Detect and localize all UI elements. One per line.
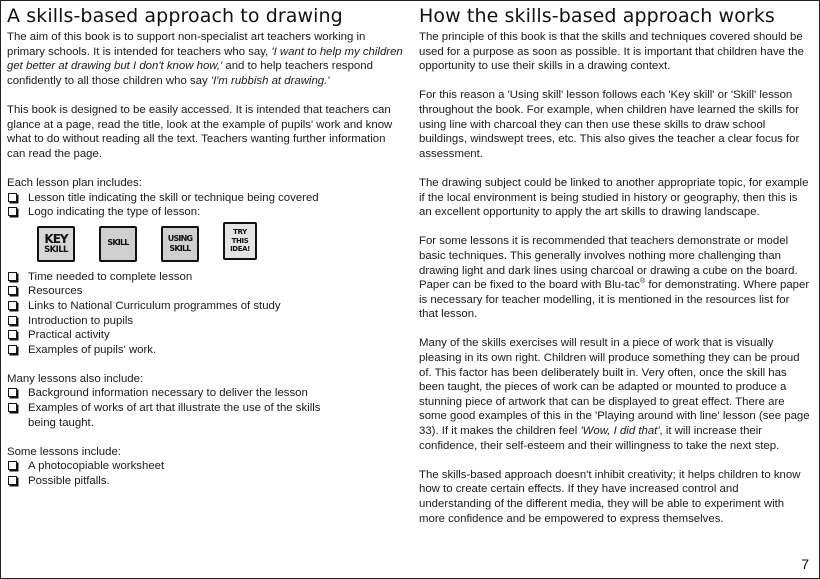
- intro-paragraph: The aim of this book is to support non-specialist art teachers working in primary schools. It is intended for teachers who say, 'I want to help my children get better at drawing but I don't know how,' and to help teachers respond confidently to all those children who say 'I'm rubbish at drawing.': [7, 31, 403, 87]
- right-column: [419, 5, 811, 541]
- list-item: Examples of works of art that illustrate the use of the skills being taught.: [7, 401, 405, 430]
- demonstrate-paragraph: For some lessons it is recommended that teachers demonstrate or model basic techniques. This generally involves nothing more challenging than drawing light and dark lines using charcoal or drawing a cube on the board. Paper can be fixed to the board with Blu-tac® for demonstrating. Where paper is necessary for teacher modelling, it is mentioned in the resources list for that lesson.: [419, 235, 810, 321]
- list-item: Background information necessary to deliver the lesson: [7, 386, 405, 401]
- registered-mark: ®: [639, 278, 646, 286]
- right-heading: How the skills-based approach works: [419, 5, 775, 27]
- checkbox-bullet-icon: [8, 403, 17, 412]
- visual-work-paragraph: Many of the skills exercises will result in a piece of work that is visually pleasing in its own right. Children will produce something they can be proud of. This factor has been deliberately built in. Very often, once the skill has been taught, the pieces of work can be adapted or mounted to produce a stunning piece of artwork that can be displayed to great effect. There are some good examples of this in the 'Playing around with line' lesson (see page 33). If it makes the children feel 'Wow, I did that', it will increase their confidence, their self-esteem and their willingness to take the next step.: [419, 337, 810, 452]
- checkbox-bullet-icon: [8, 286, 17, 295]
- lesson-plan-heading: Each lesson plan includes:: [7, 176, 142, 189]
- lesson-type-logos: [37, 226, 405, 264]
- checkbox-bullet-icon: [8, 476, 17, 485]
- some-lessons-heading: Some lessons include:: [7, 445, 121, 458]
- list-item: A photocopiable worksheet: [7, 459, 405, 474]
- list-item: Possible pitfalls.: [7, 474, 405, 489]
- key-skill-logo: KEY SKILL: [37, 226, 75, 262]
- checkbox-bullet-icon: [8, 388, 17, 397]
- wow-quote: 'Wow, I did that': [580, 425, 660, 438]
- list-item: Practical activity: [7, 328, 405, 343]
- checkbox-bullet-icon: [8, 330, 17, 339]
- lesson-plan-list-a: [7, 191, 405, 220]
- creativity-paragraph: The skills-based approach doesn't inhibit creativity; it helps children to know how to create certain effects. If they have increased control and understanding of the different media, they will be able to experiment with more confidence and be empowered to express themselves.: [419, 468, 801, 525]
- using-skill-paragraph: For this reason a 'Using skill' lesson follows each 'Key skill' or 'Skill' lesson throughout the book. For example, when children have learned the skills for using line with charcoal they can then use these skills to draw school buildings, windswept trees, etc. This also gives the teacher a clear focus for assessment.: [419, 89, 800, 160]
- many-lessons-heading: Many lessons also include:: [7, 372, 144, 385]
- many-lessons-list: [7, 386, 405, 430]
- left-heading: A skills-based approach to drawing: [7, 5, 343, 27]
- checkbox-bullet-icon: [8, 301, 17, 310]
- using-skill-logo: USING SKILL: [161, 226, 199, 262]
- topic-link-paragraph: The drawing subject could be linked to another appropriate topic, for example if the local environment is being studied in history or geography, then this is an excellent opportunity to apply the art skills to drawing landscape.: [419, 176, 809, 219]
- lesson-plan-list-b: [7, 270, 405, 358]
- checkbox-bullet-icon: [8, 207, 17, 216]
- list-item: Introduction to pupils: [7, 314, 405, 329]
- access-paragraph: This book is designed to be easily accessed. It is intended that teachers can glance at a page, read the title, look at the example of pupils' work and know what to do without reading all the text. Teachers wanting further information can read the page.: [7, 103, 393, 160]
- list-item: Lesson title indicating the skill or technique being covered: [7, 191, 405, 206]
- child-quote: 'I'm rubbish at drawing.': [210, 74, 330, 87]
- principle-paragraph: The principle of this book is that the skills and techniques covered should be used for a purpose as soon as possible. It is important that children have the opportunity to use their skills in a drawing context.: [419, 31, 804, 73]
- teacher-quote: 'I want to help my children get better at drawing but I don't know how,': [7, 45, 403, 73]
- checkbox-bullet-icon: [8, 193, 17, 202]
- try-this-idea-logo: TRY THIS IDEA!: [223, 222, 257, 260]
- checkbox-bullet-icon: [8, 461, 17, 470]
- list-item: Links to National Curriculum programmes of study: [7, 299, 405, 314]
- checkbox-bullet-icon: [8, 272, 17, 281]
- list-item: Time needed to complete lesson: [7, 270, 405, 285]
- checkbox-bullet-icon: [8, 316, 17, 325]
- list-item: Logo indicating the type of lesson:: [7, 205, 405, 220]
- page-number: 7: [801, 556, 809, 572]
- skill-logo: SKILL: [99, 226, 137, 262]
- list-item: Resources: [7, 284, 405, 299]
- checkbox-bullet-icon: [8, 345, 17, 354]
- list-item: Examples of pupils' work.: [7, 343, 405, 358]
- some-lessons-list: [7, 459, 405, 488]
- left-column: [7, 5, 405, 503]
